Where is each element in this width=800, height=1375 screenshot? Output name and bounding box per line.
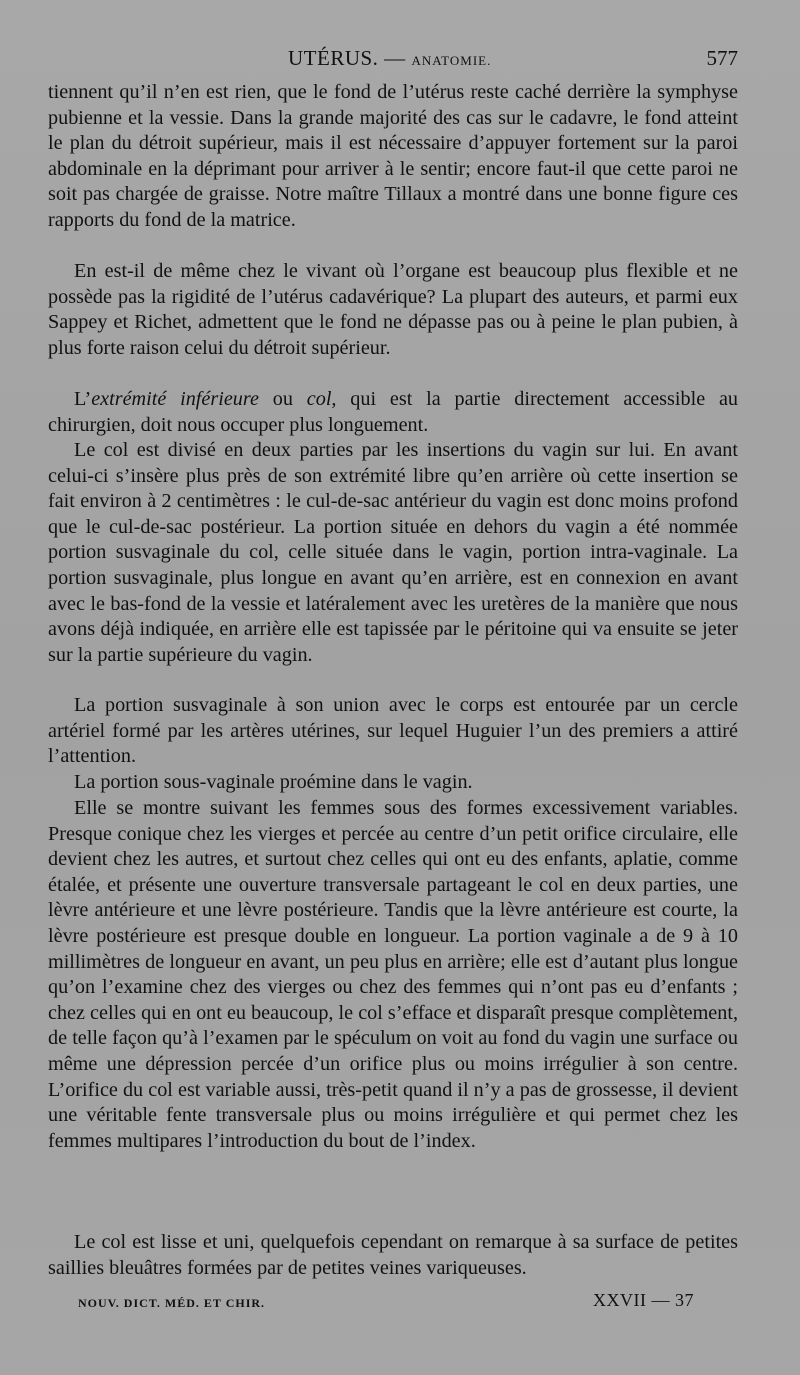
footer-signature: NOUV. DICT. MÉD. ET CHIR.: [78, 1296, 266, 1310]
paragraph-8: Le col est lisse et uni, quelquefois cependant on remarque à sa surface de petites saillies bleuâtres formées par de petites veines variqueuses.: [48, 1231, 738, 1279]
term-after: [336, 388, 350, 410]
body-text: [48, 80, 738, 1282]
paragraph-3-text: qui est la partie directement accessible au chirurgien, doit nous occuper plus longuement.: [48, 388, 739, 436]
lead-article: L’: [74, 388, 92, 410]
running-title-main: UTÉRUS. —: [288, 46, 406, 70]
term-col: col,: [306, 388, 337, 410]
term-lower-extremity: extrémité inférieure: [91, 388, 259, 410]
term-connector: ou: [258, 388, 307, 410]
footer-volume-sheet: XXVII — 37: [593, 1290, 694, 1310]
page-number: 577: [706, 46, 738, 70]
paragraph-7: Elle se montre suivant les femmes sous des formes excessivement variables. Presque conique chez les vierges et percée au centre d’un petit orifice circulaire, elle devient chez les autres, et surtout chez celles qui ont eu des enfants, aplatie, comme étalée, et présente une ouverture transversale partageant le col en deux parties, une lèvre antérieure et une lèvre postérieure. Tandis que la lèvre antérieure est courte, la lèvre postérieure est presque double en longueur. La portion vaginale a de 9 à 10 millimètres de longueur en avant, un peu plus en arrière; elle est d’autant plus longue qu’on l’examine chez des vierges ou chez des femmes qui n’ont pas eu d’enfants ; chez celles qui en ont eu beaucoup, le col s’efface et disparaît presque complètement, de telle façon qu’à l’examen par le spéculum on voit au fond du vagin une surface ou même une dépression percée d’un orifice plus ou moins irrégulier à son centre. L’orifice du col est variable aussi, très-petit quand il n’y a pas de grossesse, il devient une véritable fente transversale plus ou moins irrégulière et qui permet chez les femmes multipares l’introduction du bout de l’index.: [48, 797, 738, 1152]
paragraph-3: [48, 387, 738, 438]
page-footer: [78, 1290, 694, 1316]
paragraph-1: tiennent qu’il n’en est rien, que le fond de l’utérus reste caché derrière la symphyse pubienne et la vessie. Dans la grande majorité des cas sur le cadavre, le fond atteint le plan du détroit supérieur, mais il est nécessaire d’appuyer fortement sur la paroi abdominale en la déprimant pour arriver à le sentir; encore faut-il que cette paroi ne soit pas chargée de graisse. Notre maître Tillaux a montré dans une bonne figure ces rapports du fond de la matrice.: [48, 81, 738, 231]
running-title-sub: ANATOMIE.: [411, 53, 492, 68]
running-title: [288, 46, 491, 71]
paragraph-5: La portion susvaginale à son union avec le corps est entourée par un cercle artériel formé par les artères utérines, sur lequel Huguier l’un des premiers a attiré l’attention.: [48, 694, 738, 768]
paragraph-6: La portion sous-vaginale proémine dans le vagin.: [74, 771, 473, 793]
paragraph-2: En est-il de même chez le vivant où l’organe est beaucoup plus flexible et ne possède pas la rigidité de l’utérus cadavérique? La plupart des auteurs, et parmi eux Sappey et Richet, admettent que le fond ne dépasse pas ou à peine le plan pubien, à plus forte raison celui du détroit supérieur.: [48, 260, 738, 359]
running-header: [48, 46, 738, 76]
paragraph-4: Le col est divisé en deux parties par les insertions du vagin sur lui. En avant celui-ci s’insère plus près de son extrémité libre qu’en arrière où cette insertion se fait environ à 2 centimètres : le cul-de-sac antérieur du vagin est donc moins profond que le cul-de-sac postérieur. La portion située en dehors du vagin a été nommée portion susvaginale du col, celle située dans le vagin, portion intra-vaginale. La portion susvaginale, plus longue en avant qu’en arrière, est en connexion en avant avec le bas-fond de la vessie et latéralement avec les uretères de la manière que nous avons déjà indiquée, en arrière elle est tapissée par le péritoine qui va ensuite se jeter sur la partie supérieure du vagin.: [48, 439, 738, 666]
